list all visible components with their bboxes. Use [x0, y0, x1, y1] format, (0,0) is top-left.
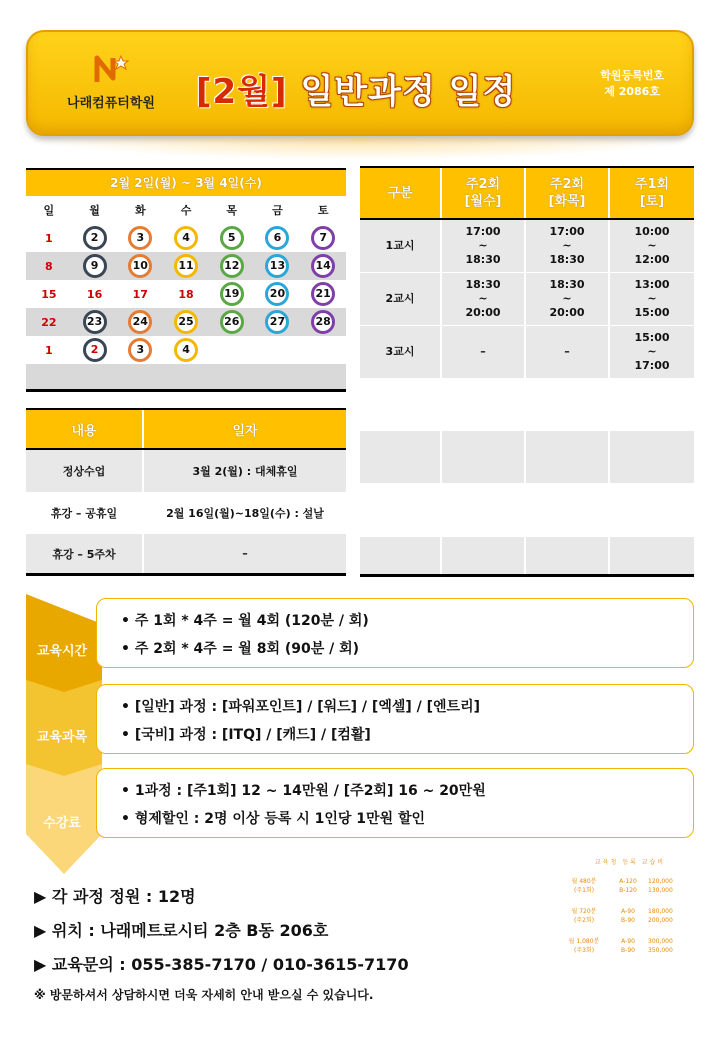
- footer-info: [34, 880, 409, 1008]
- calendar-week: [26, 336, 346, 364]
- weekday-label: 토: [317, 204, 329, 217]
- time-cell: 18:30 ~ 20:00: [526, 273, 610, 325]
- calendar-day: [163, 310, 209, 334]
- schedule-empty-row: [360, 431, 694, 483]
- info-block-fees: [26, 768, 694, 838]
- class-day-marker: 25: [174, 310, 198, 334]
- class-day-marker: 12: [220, 254, 244, 278]
- time-cell: 10:00 ~ 12:00: [634, 225, 670, 266]
- reg-number: 제 2086호: [604, 85, 660, 98]
- calendar-day: [72, 254, 118, 278]
- class-day-marker: 2: [83, 226, 107, 250]
- day-number: 16: [86, 287, 103, 301]
- class-day-marker: 3: [128, 226, 152, 250]
- calendar-footer: [26, 364, 346, 392]
- calendar-day: [255, 282, 301, 306]
- weekday-label: 일: [43, 204, 55, 217]
- fee-group-label: 월 720분 (주2회): [571, 908, 597, 924]
- notice-header-cell: 일자: [232, 423, 258, 439]
- header-banner: [26, 30, 694, 136]
- calendar-week: [26, 308, 346, 336]
- notice-row: [26, 534, 346, 576]
- calendar-day: [255, 226, 301, 250]
- class-day-marker: 21: [311, 282, 335, 306]
- fee-row: [608, 916, 700, 925]
- weekday-label: 금: [272, 204, 283, 217]
- class-day-marker: 5: [220, 226, 244, 250]
- class-day-marker: 4: [174, 338, 198, 362]
- calendar-day: [117, 288, 163, 301]
- time-cell: 13:00 ~ 15:00: [634, 278, 670, 319]
- calendar-weekdays: [26, 196, 346, 224]
- holiday-notice-table: [26, 408, 346, 576]
- calendar-day: [209, 254, 255, 278]
- registration-number: [600, 68, 664, 100]
- fee-amount: 300,000: [648, 938, 673, 945]
- schedule-row: [360, 273, 694, 325]
- class-day-marker: 14: [311, 254, 335, 278]
- schedule-row: [360, 326, 694, 378]
- fee-amount: 130,000: [648, 887, 673, 894]
- notice-row: [26, 492, 346, 534]
- time-cell: –: [526, 326, 610, 378]
- weekday-label: 수: [180, 204, 192, 217]
- schedule-header-cell: 구분: [360, 168, 442, 218]
- fee-group-label: 월 480분 (주1회): [571, 878, 597, 894]
- visit-note: ※ 방문하셔서 상담하시면 더욱 자세히 안내 받으실 수 있습니다.: [34, 988, 374, 1002]
- calendar-day: [72, 310, 118, 334]
- period-label: 2교시: [360, 273, 442, 325]
- info-line: • 1과정 : [주1회] 12 ~ 14만원 / [주2회] 16 ~ 20만원: [121, 783, 486, 799]
- calendar-day: [300, 282, 346, 306]
- class-schedule-table: [360, 166, 694, 579]
- calendar-day: [72, 226, 118, 250]
- schedule-header-cell: 주1회 [토]: [634, 177, 670, 209]
- class-day-marker: 27: [265, 310, 289, 334]
- fee-row: [608, 937, 700, 946]
- fee-code: B-90: [621, 917, 635, 924]
- class-day-marker: 2: [83, 338, 107, 362]
- notice-date: 2월 16일(월)~18일(수) : 설날: [166, 507, 324, 520]
- calendar-day: [26, 288, 72, 301]
- class-day-marker: 3: [128, 338, 152, 362]
- calendar-day: [163, 288, 209, 301]
- info-line: • 주 2회 * 4주 = 월 8회 (90분 / 회): [121, 641, 360, 657]
- calendar: [26, 168, 346, 392]
- fee-row: [608, 907, 700, 916]
- notice-row: [26, 450, 346, 492]
- calendar-day: [209, 310, 255, 334]
- calendar-day: [163, 226, 209, 250]
- calendar-day: [26, 344, 72, 357]
- calendar-day: [117, 226, 163, 250]
- calendar-day: [300, 310, 346, 334]
- fee-row: [608, 886, 700, 895]
- class-day-marker: 23: [83, 310, 107, 334]
- time-cell: 17:00 ~ 18:30: [526, 220, 610, 272]
- tuition-fee-table: [560, 858, 700, 967]
- fee-code: A-120: [619, 878, 637, 885]
- schedule-header: [360, 168, 694, 220]
- calendar-day: [255, 310, 301, 334]
- info-box: [96, 684, 694, 754]
- class-day-marker: 19: [220, 282, 244, 306]
- fee-row: [608, 946, 700, 955]
- page-title: [196, 64, 516, 113]
- day-number: 8: [45, 259, 53, 273]
- class-day-marker: 24: [128, 310, 152, 334]
- calendar-day: [209, 282, 255, 306]
- info-box: [96, 598, 694, 668]
- class-day-marker: 28: [311, 310, 335, 334]
- calendar-day: [209, 226, 255, 250]
- calendar-range: 2월 2일(월) ~ 3월 4일(수): [26, 168, 346, 196]
- fee-table-title: 교육청 등록 교습비: [594, 859, 666, 866]
- day-number: 1: [45, 231, 53, 245]
- schedule-header-cell: 주2회 [화목]: [526, 168, 610, 218]
- notice-item: 휴강 – 공휴일: [26, 492, 144, 534]
- notice-date: –: [242, 547, 248, 560]
- calendar-day: [300, 254, 346, 278]
- fee-group-label: 월 1,080분 (주3회): [568, 938, 600, 954]
- schedule-row: [360, 220, 694, 272]
- calendar-day: [26, 260, 72, 273]
- contact-text: ▶ 교육문의 : 055-385-7170 / 010-3615-7170: [34, 955, 409, 974]
- fee-code: B-120: [619, 887, 637, 894]
- reg-label: 학원등록번호: [600, 69, 664, 82]
- calendar-week: [26, 252, 346, 280]
- calendar-day: [26, 316, 72, 329]
- time-cell: 17:00 ~ 18:30: [442, 220, 526, 272]
- day-number: 18: [178, 287, 194, 301]
- notice-date: 3월 2(월) : 대체휴일: [192, 465, 298, 478]
- info-block-subjects: [26, 684, 694, 754]
- calendar-day: [117, 338, 163, 362]
- notice-header-cell: 내용: [26, 410, 144, 448]
- info-label: 교육시간: [36, 644, 88, 659]
- calendar-day: [300, 226, 346, 250]
- weekday-label: 화: [134, 204, 146, 217]
- fee-amount: 200,000: [648, 917, 673, 924]
- info-line: • [국비] 과정 : [ITQ] / [캐드] / [컴활]: [121, 727, 371, 743]
- fee-row: [608, 877, 700, 886]
- weekday-label: 월: [89, 204, 100, 217]
- calendar-day: [255, 254, 301, 278]
- fee-group: [560, 907, 700, 925]
- location-text: ▶ 위치 : 나래메트로시티 2층 B동 206호: [34, 921, 329, 940]
- info-line: • 형제할인 : 2명 이상 등록 시 1인당 1만원 할인: [121, 811, 426, 827]
- class-day-marker: 26: [220, 310, 244, 334]
- class-day-marker: 10: [128, 254, 152, 278]
- fee-code: A-90: [621, 938, 635, 945]
- weekday-label: 목: [226, 204, 238, 217]
- notice-item: 정상수업: [26, 450, 144, 492]
- info-label: 교육과목: [36, 730, 88, 745]
- banner-shadow: [26, 138, 694, 160]
- day-number: 17: [132, 287, 148, 301]
- day-number: 1: [45, 343, 53, 357]
- period-label: 1교시: [360, 220, 442, 272]
- calendar-day: [72, 288, 118, 301]
- calendar-day: [163, 254, 209, 278]
- calendar-day: [117, 310, 163, 334]
- class-day-marker: 6: [265, 226, 289, 250]
- fee-amount: 350,000: [648, 947, 673, 954]
- academy-logo: [56, 52, 166, 111]
- time-cell: –: [442, 326, 526, 378]
- calendar-week: [26, 280, 346, 308]
- class-day-marker: 20: [265, 282, 289, 306]
- schedule-empty-row: [360, 537, 694, 577]
- fee-code: A-90: [621, 908, 635, 915]
- fee-group: [560, 877, 700, 895]
- info-block-hours: [26, 598, 694, 668]
- class-day-marker: 9: [83, 254, 107, 278]
- day-number: 22: [41, 315, 57, 329]
- calendar-day: [117, 254, 163, 278]
- info-label: 수강료: [43, 816, 81, 831]
- calendar-week: [26, 224, 346, 252]
- schedule-spacer: [360, 485, 694, 537]
- time-cell: 15:00 ~ 17:00: [634, 331, 670, 372]
- logo-text: 나래컴퓨터학원: [67, 96, 155, 111]
- info-box: [96, 768, 694, 838]
- time-cell: 18:30 ~ 20:00: [442, 273, 526, 325]
- info-line: • [일반] 과정 : [파워포인트] / [워드] / [엑셀] / [엔트리]: [121, 699, 480, 715]
- fee-group: [560, 937, 700, 955]
- period-label: 3교시: [360, 326, 442, 378]
- title-text: 일반과정 일정: [300, 72, 517, 112]
- fee-code: B-90: [621, 947, 635, 954]
- class-day-marker: 4: [174, 226, 198, 250]
- calendar-weeks: [26, 224, 346, 364]
- fee-amount: 120,000: [648, 878, 673, 885]
- day-number: 15: [41, 287, 57, 301]
- title-month: [2월]: [196, 72, 288, 112]
- class-day-marker: 13: [265, 254, 289, 278]
- calendar-day: [163, 338, 209, 362]
- fee-amount: 180,000: [648, 908, 673, 915]
- capacity-text: ▶ 각 과정 정원 : 12명: [34, 887, 196, 906]
- calendar-day: [26, 232, 72, 245]
- class-day-marker: 7: [311, 226, 335, 250]
- logo-n-star-icon: [91, 52, 131, 86]
- schedule-header-cell: 주2회 [월수]: [442, 168, 526, 218]
- schedule-spacer: [360, 379, 694, 431]
- calendar-day: [72, 338, 118, 362]
- notice-item: 휴강 – 5주차: [26, 534, 144, 573]
- class-day-marker: 11: [174, 254, 198, 278]
- info-line: • 주 1회 * 4주 = 월 4회 (120분 / 회): [121, 613, 369, 629]
- notice-header: [26, 410, 346, 450]
